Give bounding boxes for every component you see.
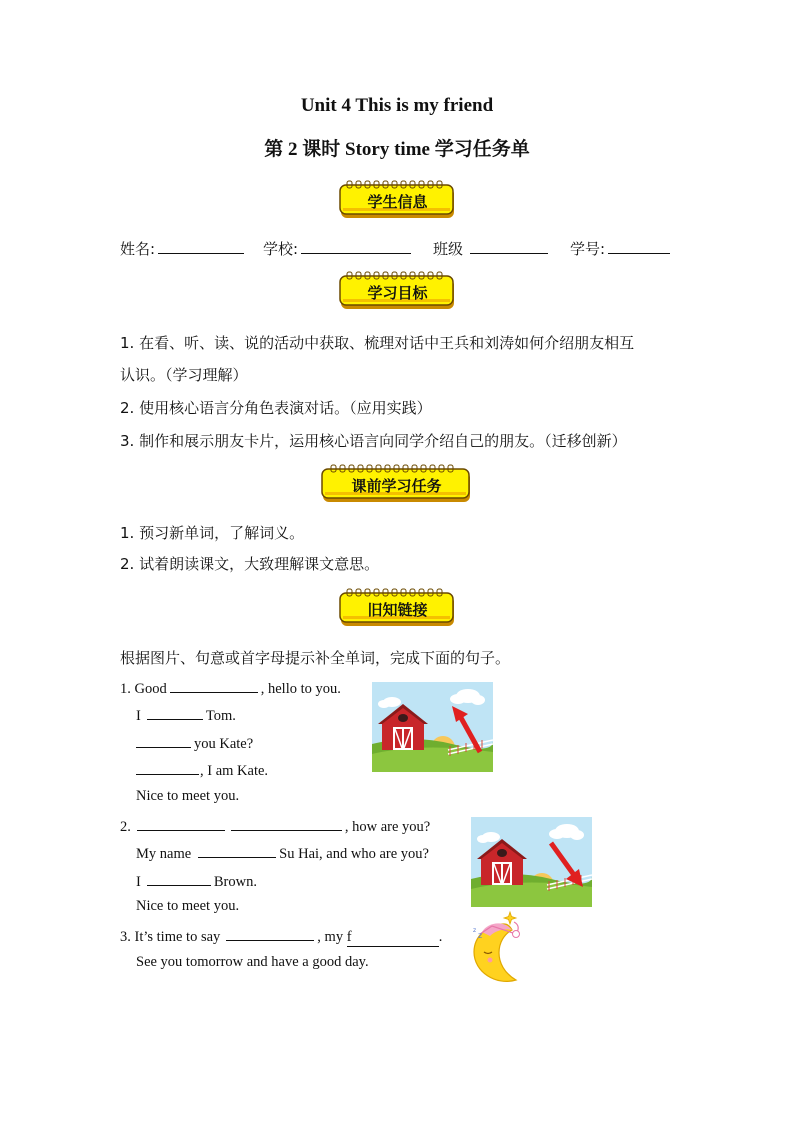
school-blank[interactable] [301,239,411,254]
section-label-student-info: 学生信息 [367,193,428,211]
section-badge-preclass [321,464,472,504]
section-badge-review [339,588,456,628]
sleeping-moon-icon [466,908,530,988]
q3-blank-1[interactable] [226,926,314,941]
school-label: 学校: [263,240,299,258]
q2-text-how-are-you: , how are you? [344,819,431,835]
info-field-number [570,238,673,259]
q2-blank-4[interactable] [147,871,211,886]
section-label-review: 旧知链接 [367,601,428,619]
goal-2: 2. 使用核心语言分角色表演对话。（应用实践） [120,399,432,417]
q1-line-3 [136,733,253,753]
section-badge-goals [339,271,456,311]
preclass-task-2: 2. 试着朗读课文，大致理解课文意思。 [120,555,380,573]
q1-line-5: Nice to meet you. [136,788,240,804]
preclass-task-1: 1. 预习新单词，了解词义。 [120,524,305,542]
goal-3: 3. 制作和展示朋友卡片，运用核心语言向同学介绍自己的朋友。（迁移创新） [120,432,627,450]
info-field-name [120,238,247,259]
svg-text:z: z [478,931,483,940]
q2-blank-3[interactable] [198,843,276,858]
q1-line-2 [136,705,236,725]
q3-line-2: See you tomorrow and have a good day. [136,954,369,970]
q2-line-4: Nice to meet you. [136,898,240,914]
q2-line-2 [136,843,429,863]
name-label: 姓名: [120,240,156,258]
svg-text:z: z [473,927,477,934]
worksheet-title: Unit 4 This is my friend [300,95,494,116]
q1-line-4 [136,760,268,780]
q3-blank-2[interactable] [347,929,439,947]
name-blank[interactable] [158,239,244,254]
q2-text-my-name: My name [136,846,192,862]
q3-hint-letter: f [346,929,352,945]
q1-text-tom: Tom. [205,708,236,724]
class-blank[interactable] [470,239,548,254]
barn-sunset-arrow-down-icon [471,817,592,907]
q1-text-i-am-kate: , I am Kate. [200,763,269,779]
q1-text-good: 1. Good [120,681,167,697]
q1-blank-2[interactable] [147,705,203,720]
q2-text-brown: Brown. [213,874,257,890]
section-badge-student-info [339,180,456,220]
q1-blank-3[interactable] [136,733,191,748]
number-blank[interactable] [608,239,670,254]
q2-line-1 [120,816,430,836]
q3-text-my: , my [317,929,344,945]
q3-period: . [438,929,443,945]
class-label: 班级 [433,240,464,258]
q2-line-3 [136,871,257,891]
q2-blank-1[interactable] [137,816,225,831]
q1-text-you-kate: you Kate? [194,736,254,752]
section-label-goals: 学习目标 [367,284,428,302]
info-field-school [263,238,414,259]
q1-blank-1[interactable] [170,678,258,693]
barn-sunrise-arrow-up-icon [372,682,493,772]
goal-1-line-1: 1. 在看、听、读、说的活动中获取、梳理对话中王兵和刘涛如何介绍朋友相互 [120,334,635,352]
q2-blank-2[interactable] [231,816,342,831]
q1-text-hello: , hello to you. [260,681,341,697]
worksheet-subtitle: 第 2 课时 Story time 学习任务单 [264,139,530,160]
section-label-preclass: 课前学习任务 [351,477,442,495]
q2-number: 2. [120,819,131,835]
q1-blank-4[interactable] [136,760,199,775]
q1-line-1 [120,678,341,698]
number-label: 学号: [570,240,606,258]
q1-text-i: I [136,708,141,724]
q3-text-time-to-say: 3. It’s time to say [120,929,221,945]
q3-line-1 [120,926,442,947]
review-instruction: 根据图片、句意或首字母提示补全单词，完成下面的句子。 [120,649,511,667]
info-field-class [433,238,551,259]
q2-text-i: I [136,874,141,890]
q2-text-su-hai: Su Hai, and who are you? [279,846,429,862]
goal-1-line-2: 认识。（学习理解） [120,366,248,384]
